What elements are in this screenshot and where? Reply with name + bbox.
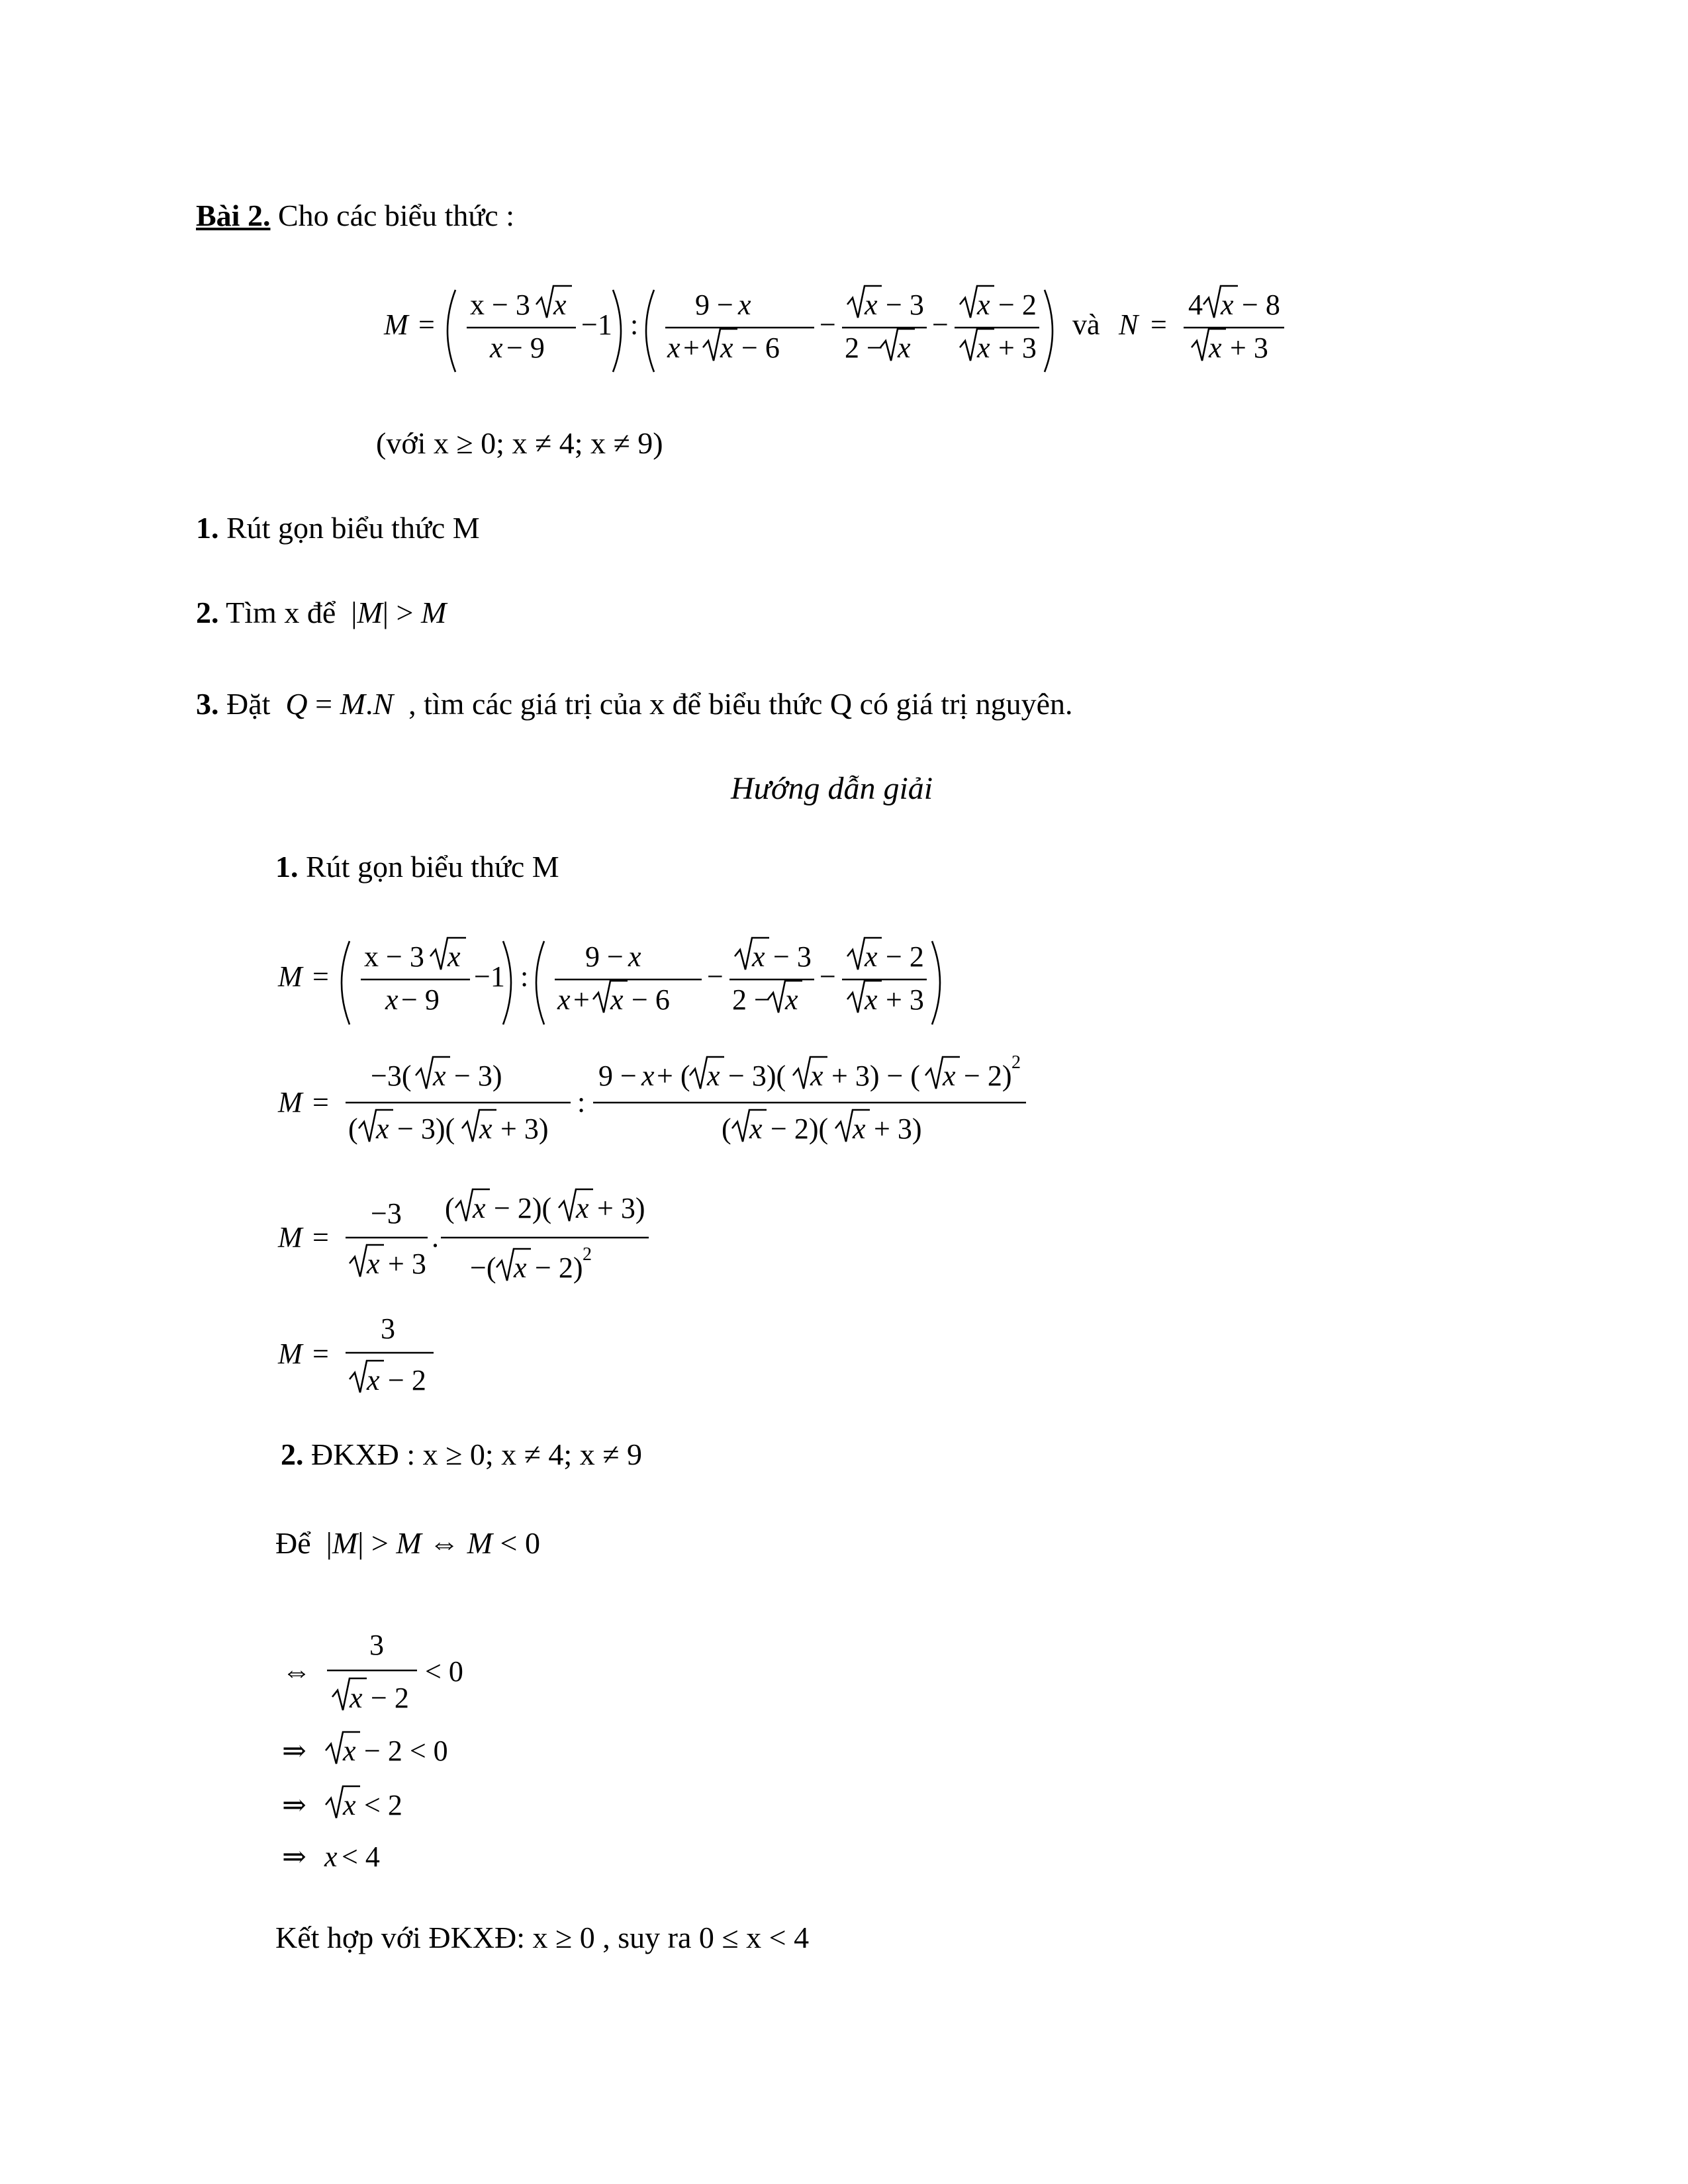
- svg-text:x: x: [1209, 332, 1222, 364]
- svg-text:x: x: [865, 940, 878, 973]
- solution-part-2-pre: Để: [275, 1526, 311, 1560]
- svg-text:+ 3): + 3): [874, 1113, 922, 1145]
- svg-text:M: M: [278, 1221, 303, 1253]
- question-2: [196, 594, 446, 631]
- svg-text:(: (: [722, 1113, 731, 1145]
- svg-text:x: x: [367, 1248, 380, 1280]
- svg-text:− 9: − 9: [401, 983, 440, 1016]
- svg-text:x: x: [514, 1251, 527, 1284]
- question-1-text: Rút gọn biểu thức M: [226, 511, 480, 545]
- svg-text::: :: [520, 960, 529, 993]
- svg-text:− 2)(: − 2)(: [771, 1113, 829, 1145]
- svg-text:−: −: [707, 960, 724, 993]
- svg-text:9 −: 9 −: [695, 289, 733, 321]
- svg-text:−(: −(: [470, 1251, 496, 1284]
- svg-text:x: x: [610, 983, 624, 1016]
- question-1: [196, 510, 480, 547]
- svg-text:x: x: [473, 1192, 486, 1224]
- svg-text:M: M: [384, 308, 408, 341]
- svg-text:x: x: [576, 1192, 589, 1224]
- svg-text:− 3: − 3: [773, 940, 812, 973]
- solution-part-2-number: 2.: [281, 1437, 304, 1471]
- svg-text:− 9: − 9: [506, 332, 545, 364]
- svg-text:x: x: [785, 983, 798, 1016]
- svg-text:+ 3) − (: + 3) − (: [831, 1060, 920, 1092]
- svg-text:=: =: [418, 308, 435, 341]
- question-3-number: 3.: [196, 687, 219, 721]
- svg-text:− 3): − 3): [454, 1060, 502, 1092]
- svg-text:x: x: [865, 289, 878, 321]
- svg-text:9 −: 9 −: [585, 940, 624, 973]
- problem-label: Bài 2.: [196, 199, 271, 232]
- solution-part-2: [281, 1436, 642, 1473]
- svg-text:+ 3: + 3: [886, 983, 924, 1016]
- svg-text:x − 3: x − 3: [470, 289, 530, 321]
- svg-text:=: =: [312, 960, 329, 993]
- svg-text:< 0: < 0: [425, 1655, 463, 1688]
- svg-text:x: x: [752, 940, 765, 973]
- svg-text:−1: −1: [474, 960, 505, 993]
- svg-text:x: x: [367, 1364, 380, 1396]
- svg-text:x: x: [385, 983, 399, 1016]
- svg-text:x: x: [707, 1060, 720, 1092]
- question-3-math: Q = M.N: [285, 687, 394, 721]
- svg-text:x: x: [557, 983, 571, 1016]
- svg-text:− 2: − 2: [371, 1682, 409, 1714]
- svg-text:x: x: [350, 1682, 363, 1714]
- svg-text:−: −: [820, 960, 836, 993]
- solution-inequality-4: [271, 1833, 470, 1880]
- question-3-post: , tìm các giá trị của x để biểu thức Q có giá trị nguyên.: [408, 687, 1073, 721]
- svg-text:3: 3: [381, 1312, 395, 1345]
- svg-text:.: .: [432, 1221, 439, 1253]
- svg-text:x: x: [479, 1113, 492, 1145]
- svg-text:9 −: 9 −: [598, 1060, 637, 1092]
- problem-condition: (với x ≥ 0; x ≠ 4; x ≠ 9): [376, 426, 663, 460]
- solution-part-1-number: 1.: [275, 850, 299, 884]
- problem-formula: [371, 271, 1337, 390]
- svg-text::: :: [630, 308, 639, 341]
- svg-text:x: x: [490, 332, 503, 364]
- svg-text:− 2: − 2: [388, 1364, 426, 1396]
- svg-text:− 2): − 2): [964, 1060, 1012, 1092]
- svg-text:+ (: + (: [657, 1060, 690, 1092]
- svg-text:+ 3: + 3: [998, 332, 1037, 364]
- svg-text:x: x: [810, 1060, 823, 1092]
- svg-text:+ 3): + 3): [597, 1192, 645, 1224]
- problem-heading: [196, 197, 514, 234]
- svg-text:và: và: [1072, 308, 1100, 341]
- svg-text:−1: −1: [581, 308, 612, 341]
- svg-text:+ 3): + 3): [500, 1113, 549, 1145]
- svg-text:− 3)(: − 3)(: [397, 1113, 455, 1145]
- svg-text:x: x: [343, 1735, 356, 1767]
- svg-text:−: −: [820, 308, 836, 341]
- svg-text:+: +: [683, 332, 700, 364]
- svg-text:x: x: [433, 1060, 446, 1092]
- solution-step-3: [271, 1181, 748, 1313]
- solution-conclusion: Kết hợp với ĐKXĐ: x ≥ 0 , suy ra 0 ≤ x < 4: [275, 1921, 810, 1954]
- svg-text:⇒: ⇒: [282, 1841, 306, 1873]
- svg-text:− 2): − 2): [535, 1251, 583, 1284]
- svg-text:=: =: [312, 1338, 329, 1370]
- svg-text:M: M: [278, 1338, 303, 1370]
- problem-intro: Cho các biểu thức :: [277, 199, 515, 232]
- svg-text:2 −: 2 −: [732, 983, 771, 1016]
- solution-inequality-3: [271, 1782, 470, 1828]
- svg-text:x: x: [853, 1113, 866, 1145]
- svg-text:x: x: [720, 332, 733, 364]
- svg-text:x: x: [447, 940, 461, 973]
- svg-text:N: N: [1119, 308, 1139, 341]
- svg-text:2: 2: [583, 1244, 592, 1265]
- svg-text:x: x: [641, 1060, 655, 1092]
- svg-text:+ 3: + 3: [1230, 332, 1268, 364]
- solution-step-2: [271, 1046, 1092, 1171]
- svg-text:− 6: − 6: [741, 332, 780, 364]
- svg-text:x: x: [977, 289, 990, 321]
- svg-text:x: x: [343, 1789, 356, 1821]
- svg-text:− 6: − 6: [632, 983, 670, 1016]
- question-3: [196, 686, 1073, 723]
- svg-text::: :: [577, 1086, 586, 1118]
- svg-text:− 2 < 0: − 2 < 0: [364, 1735, 448, 1767]
- svg-text:x: x: [376, 1113, 389, 1145]
- svg-text:(: (: [348, 1113, 358, 1145]
- svg-text:M: M: [278, 960, 303, 993]
- svg-text:x: x: [1221, 289, 1234, 321]
- svg-text:⇒: ⇒: [282, 1789, 306, 1821]
- solution-step-4: [271, 1304, 483, 1416]
- svg-text:−3: −3: [371, 1197, 402, 1230]
- solution-heading: Hướng dẫn giải: [731, 771, 933, 806]
- svg-text:x: x: [324, 1841, 338, 1873]
- solution-inequality-2: [271, 1727, 496, 1774]
- svg-text:⇒: ⇒: [282, 1735, 306, 1767]
- svg-text:−3(: −3(: [371, 1060, 412, 1092]
- svg-text:− 3: − 3: [886, 289, 924, 321]
- svg-text:− 2)(: − 2)(: [494, 1192, 552, 1224]
- svg-text:− 3)(: − 3)(: [728, 1060, 786, 1092]
- svg-text:x: x: [898, 332, 911, 364]
- question-3-pre: Đặt: [226, 687, 271, 721]
- svg-text:⇔: ⇔: [282, 1655, 311, 1688]
- solution-step-1: [271, 927, 973, 1039]
- svg-text:< 2: < 2: [364, 1789, 402, 1821]
- solution-part-2-math: |M| > M ⇔ M < 0: [318, 1526, 540, 1560]
- solution-part-1: [275, 848, 559, 886]
- svg-text:=: =: [1150, 308, 1167, 341]
- solution-part-2-condition: [275, 1525, 540, 1562]
- solution-part-2-text: ĐKXĐ : x ≥ 0; x ≠ 4; x ≠ 9: [311, 1437, 642, 1471]
- svg-text:− 2: − 2: [886, 940, 924, 973]
- question-2-text: Tìm x để: [226, 596, 336, 629]
- svg-text:< 4: < 4: [342, 1841, 380, 1873]
- svg-text:x: x: [667, 332, 680, 364]
- svg-text:x: x: [943, 1060, 956, 1092]
- solution-inequality-1: [271, 1628, 496, 1727]
- question-1-number: 1.: [196, 511, 219, 545]
- svg-text:2: 2: [1011, 1052, 1021, 1073]
- svg-text:2 −: 2 −: [845, 332, 883, 364]
- svg-text:− 8: − 8: [1242, 289, 1280, 321]
- svg-text:+ 3: + 3: [388, 1248, 426, 1280]
- svg-text:x: x: [749, 1113, 763, 1145]
- question-2-math: |M| > M: [343, 596, 447, 629]
- svg-text:=: =: [312, 1221, 329, 1253]
- svg-text:(: (: [445, 1192, 455, 1224]
- svg-text:x: x: [738, 289, 751, 321]
- question-2-number: 2.: [196, 596, 219, 629]
- svg-text:3: 3: [369, 1629, 384, 1661]
- svg-text:x: x: [628, 940, 641, 973]
- svg-text:x: x: [553, 289, 567, 321]
- svg-text:− 2: − 2: [998, 289, 1037, 321]
- svg-text:4: 4: [1188, 289, 1203, 321]
- svg-text:+: +: [573, 983, 590, 1016]
- svg-text:x: x: [865, 983, 878, 1016]
- svg-text:−: −: [932, 308, 949, 341]
- solution-part-1-text: Rút gọn biểu thức M: [306, 850, 559, 884]
- svg-text:x − 3: x − 3: [364, 940, 424, 973]
- svg-text:M: M: [278, 1086, 303, 1118]
- svg-text:=: =: [312, 1086, 329, 1118]
- svg-text:x: x: [977, 332, 990, 364]
